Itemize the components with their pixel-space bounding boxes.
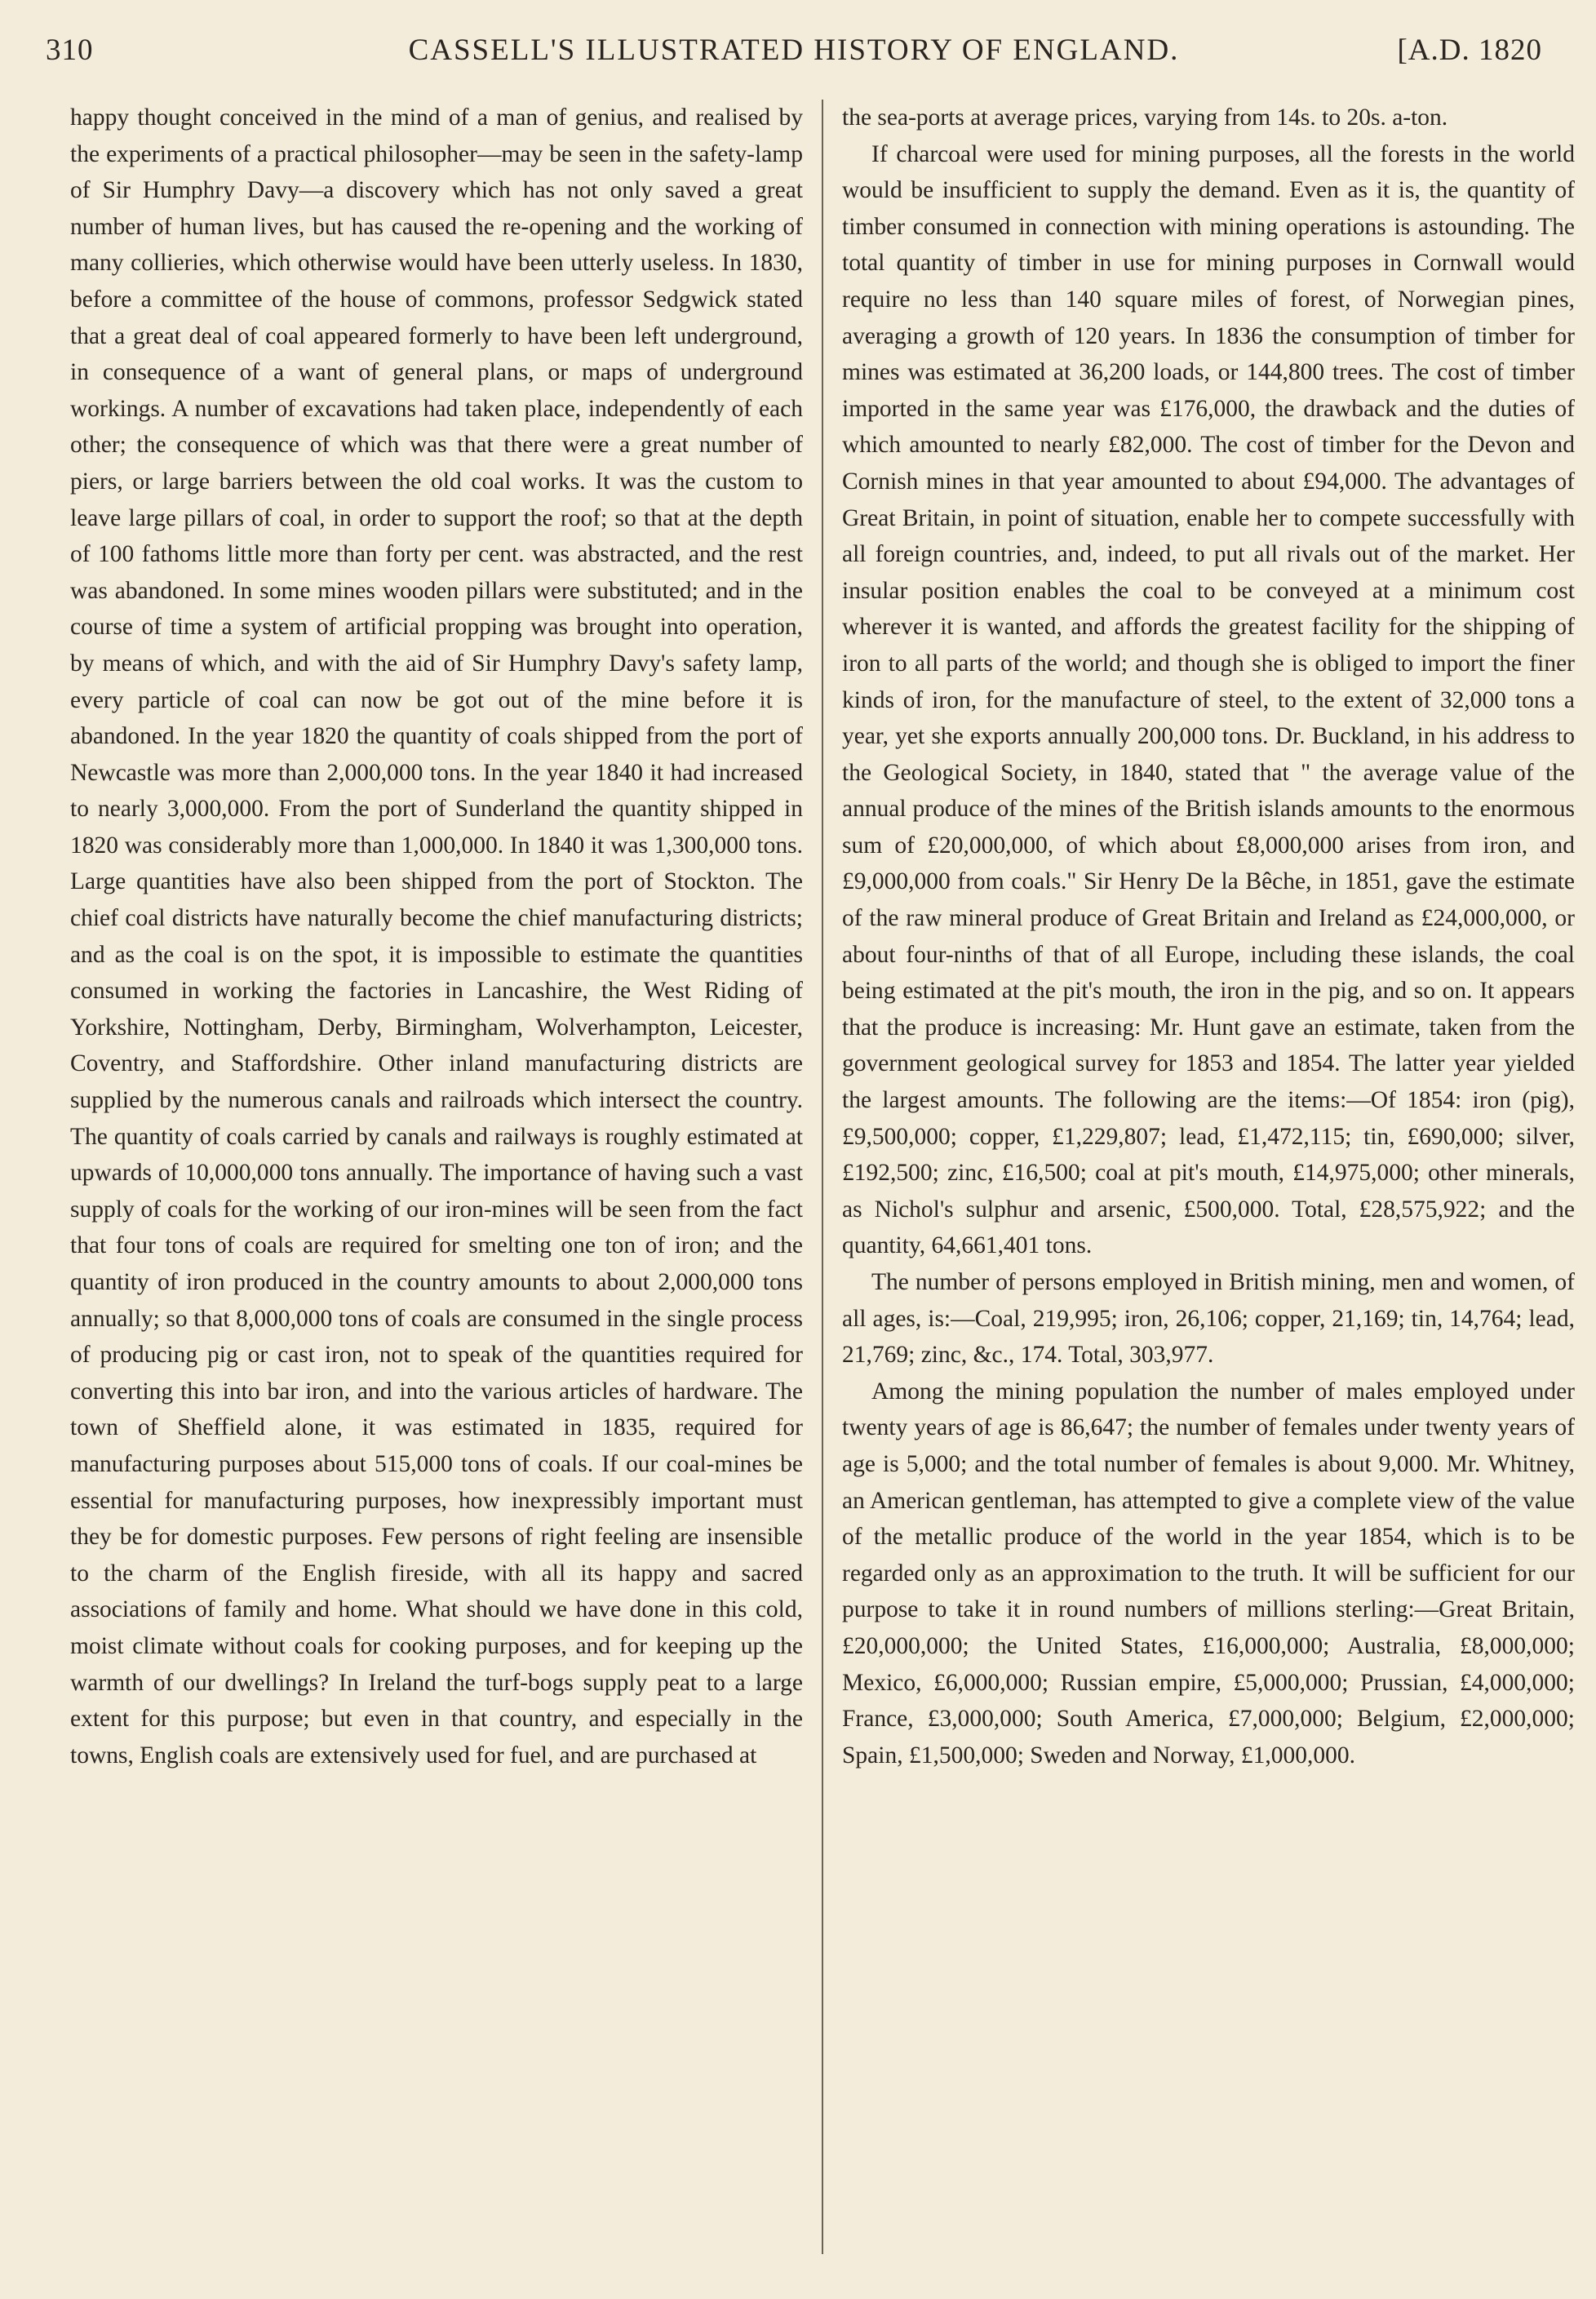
header-date: [A.D. 1820	[1397, 33, 1542, 67]
right-paragraph-1: the sea-ports at average prices, varying from 14s. to 20s. a-ton.	[842, 104, 1448, 131]
text-columns	[70, 100, 1575, 2270]
page-header	[46, 24, 1542, 77]
left-column	[70, 100, 803, 1773]
right-paragraph-4: Among the mining population the number of males employed under twenty years of age is 86,647; the number of females under twenty years of age is 5,000; and the total number of females is about 9,000. Mr. Whitney, an American gentleman, has attempted to give a complete view of the value of the metallic produce of the world in the year 1854, which is to be regarded only as an approximation to the truth. It will be sufficient for our purpose to take it in round numbers of millions sterling:—Great Britain, £20,000,000; the United States, £16,000,000; Australia, £8,000,000; Mexico, £6,000,000; Russian empire, £5,000,000; Prussian, £4,000,000; France, £3,000,000; South America, £7,000,000; Belgium, £2,000,000; Spain, £1,500,000; Sweden and Norway, £1,000,000.	[842, 1378, 1575, 1769]
column-divider	[822, 100, 823, 2254]
left-paragraph-1: happy thought conceived in the mind of a man of genius, and realised by the experiments of a practical philosopher—may be seen in the safety-lamp of Sir Humphry Davy—a discovery which has not only saved a great number of human lives, but has caused the re-opening and the working of many collieries, which otherwise would have been utterly useless. In 1830, before a committee of the house of commons, professor Sedgwick stated that a great deal of coal appeared formerly to have been left underground, in consequence of a want of general plans, or maps of underground workings. A number of excavations had taken place, independently of each other; the consequence of which was that there were a great number of piers, or large barriers between the old coal works. It was the custom to leave large pillars of coal, in order to support the roof; so that at the depth of 100 fathoms little more than forty per cent. was abstracted, and the rest was abandoned. In some mines wooden pillars were substituted; and in the course of time a system of artificial propping was brought into operation, by means of which, and with the aid of Sir Humphry Davy's safety lamp, every particle of coal can now be got out of the mine before it is abandoned. In the year 1820 the quantity of coals shipped from the port of Newcastle was more than 2,000,000 tons. In the year 1840 it had increased to nearly 3,000,000. From the port of Sunderland the quantity shipped in 1820 was considerably more than 1,000,000. In 1840 it was 1,300,000 tons. Large quantities have also been shipped from the port of Stockton. The chief coal districts have naturally become the chief manufacturing districts; and as the coal is on the spot, it is impossible to estimate the quantities consumed in working the factories in Lancashire, the West Riding of Yorkshire, Nottingham, Derby, Birmingham, Wolverhampton, Leicester, Coventry, and Staffordshire. Other inland manufacturing districts are supplied by the numerous canals and railroads which intersect the country. The quantity of coals carried by canals and railways is roughly estimated at upwards of 10,000,000 tons annually. The importance of having such a vast supply of coals for the working of our iron-mines will be seen from the fact that four tons of coals are required for smelting one ton of iron; and the quantity of iron produced in the country amounts to about 2,000,000 tons annually; so that 8,000,000 tons of coals are consumed in the single process of producing pig or cast iron, not to speak of the quantities required for converting this into bar iron, and into the various articles of hardware. The town of Sheffield alone, it was estimated in 1835, required for manufacturing purposes about 515,000 tons of coals. If our coal-mines be essential for manufacturing purposes, how inexpressibly important must they be for domestic purposes. Few persons of right feeling are insensible to the charm of the English fireside, with all its happy and sacred associations of family and home. What should we have done in this cold, moist climate without coals for cooking purposes, and for keeping up the warmth of our dwellings? In Ireland the turf-bogs supply peat to a large extent for this purpose; but even in that country, and especially in the towns, English coals are extensively used for fuel, and are purchased at	[70, 104, 803, 1769]
right-paragraph-3: The number of persons employed in British mining, men and women, of all ages, is:—Coal, 219,995; iron, 26,106; copper, 21,169; tin, 14,764; lead, 21,769; zinc, &c., 174. Total, 303,977.	[842, 1269, 1575, 1369]
running-title: CASSELL'S ILLUSTRATED HISTORY OF ENGLAND.	[408, 33, 1180, 67]
page-number: 310	[46, 33, 94, 67]
right-column	[842, 100, 1575, 1773]
right-paragraph-2: If charcoal were used for mining purposes, all the forests in the world would be insufficient to supply the demand. Even as it is, the quantity of timber consumed in connection with mining operations is astounding. The total quantity of timber in use for mining purposes in Cornwall would require no less than 140 square miles of forest, of Norwegian pines, averaging a growth of 120 years. In 1836 the consumption of timber for mines was estimated at 36,200 loads, or 144,800 trees. The cost of timber imported in the same year was £176,000, the drawback and the duties of which amounted to nearly £82,000. The cost of timber for the Devon and Cornish mines in that year amounted to about £94,000. The advantages of Great Britain, in point of situation, enable her to compete successfully with all foreign countries, and, indeed, to put all rivals out of the market. Her insular position enables the coal to be conveyed at a minimum cost wherever it is wanted, and affords the greatest facility for the shipping of iron to all parts of the world; and though she is obliged to import the finer kinds of iron, for the manufacture of steel, to the extent of 32,000 tons a year, yet she exports annually 200,000 tons. Dr. Buckland, in his address to the Geological Society, in 1840, stated that " the average value of the annual produce of the mines of the British islands amounts to the enormous sum of £20,000,000, of which about £8,000,000 arises from iron, and £9,000,000 from coals." Sir Henry De la Bêche, in 1851, gave the estimate of the raw mineral produce of Great Britain and Ireland as £24,000,000, or about four-ninths of that of all Europe, including these islands, the coal being estimated at the pit's mouth, the iron in the pig, and so on. It appears that the produce is increasing: Mr. Hunt gave an estimate, taken from the government geological survey for 1853 and 1854. The latter year yielded the largest amounts. The following are the items:—Of 1854: iron (pig), £9,500,000; copper, £1,229,807; lead, £1,472,115; tin, £690,000; silver, £192,500; zinc, £16,500; coal at pit's mouth, £14,975,000; other minerals, as Nichol's sulphur and arsenic, £500,000. Total, £28,575,922; and the quantity, 64,661,401 tons.	[842, 140, 1575, 1259]
book-page	[46, 24, 1575, 2277]
